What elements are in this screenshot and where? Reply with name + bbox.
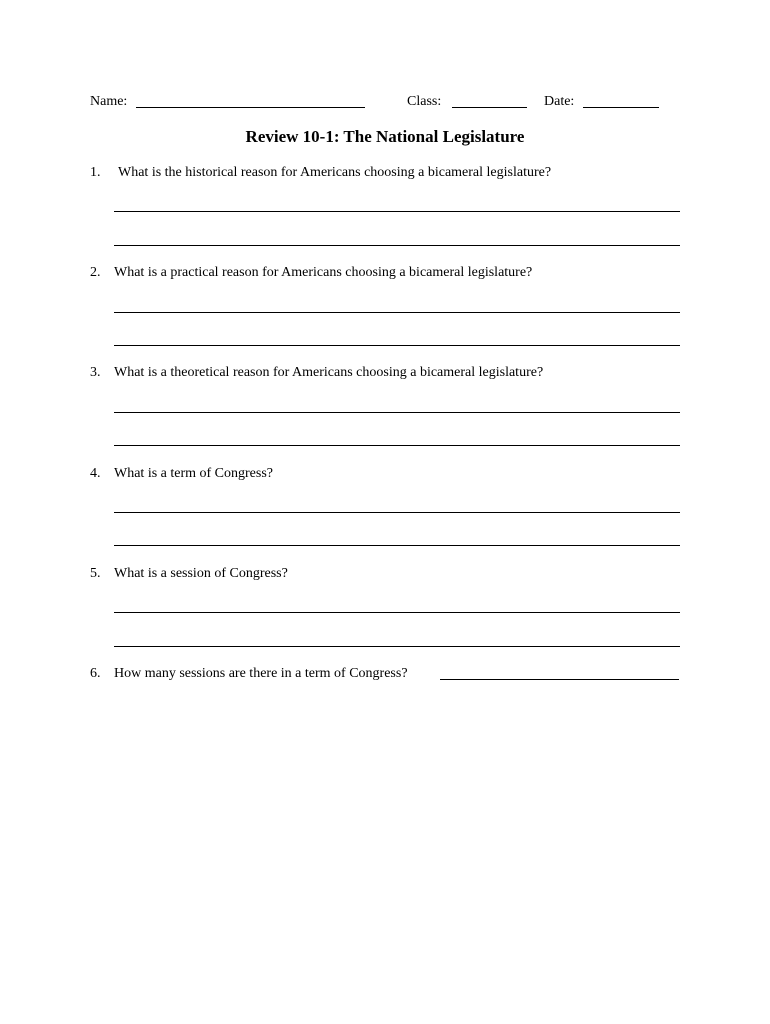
answer-line[interactable] bbox=[114, 646, 680, 647]
question-text: What is a practical reason for Americans choosing a bicameral legislature? bbox=[114, 265, 533, 280]
name-label: Name: bbox=[90, 94, 128, 109]
answer-line[interactable] bbox=[114, 345, 680, 346]
question-text: What is a term of Congress? bbox=[114, 466, 274, 481]
question-2 bbox=[0, 264, 770, 284]
question-text: How many sessions are there in a term of Congress? bbox=[114, 666, 408, 681]
question-text: What is the historical reason for Americans choosing a bicameral legislature? bbox=[118, 165, 552, 180]
question-5 bbox=[0, 565, 770, 585]
answer-line[interactable] bbox=[114, 545, 680, 546]
answer-line[interactable] bbox=[114, 445, 680, 446]
question-4 bbox=[0, 465, 770, 485]
class-blank[interactable] bbox=[452, 107, 527, 108]
answer-line[interactable] bbox=[114, 412, 680, 413]
question-number: 1. bbox=[90, 165, 101, 180]
answer-blank[interactable] bbox=[440, 679, 679, 680]
answer-line[interactable] bbox=[114, 312, 680, 313]
date-blank[interactable] bbox=[583, 107, 659, 108]
name-blank[interactable] bbox=[136, 107, 365, 108]
answer-line[interactable] bbox=[114, 512, 680, 513]
question-text: What is a theoretical reason for Americans choosing a bicameral legislature? bbox=[114, 365, 544, 380]
date-label: Date: bbox=[544, 94, 575, 109]
question-3 bbox=[0, 364, 770, 384]
question-6 bbox=[0, 665, 770, 685]
class-label: Class: bbox=[407, 94, 442, 109]
question-number: 3. bbox=[90, 365, 101, 380]
page-title: Review 10-1: The National Legislature bbox=[245, 127, 525, 146]
question-number: 2. bbox=[90, 265, 101, 280]
question-1 bbox=[0, 164, 770, 184]
answer-line[interactable] bbox=[114, 211, 680, 212]
header-row bbox=[0, 93, 770, 111]
question-text: What is a session of Congress? bbox=[114, 566, 288, 581]
question-number: 5. bbox=[90, 566, 101, 581]
answer-line[interactable] bbox=[114, 612, 680, 613]
answer-line[interactable] bbox=[114, 245, 680, 246]
question-number: 4. bbox=[90, 466, 101, 481]
question-number: 6. bbox=[90, 666, 101, 681]
